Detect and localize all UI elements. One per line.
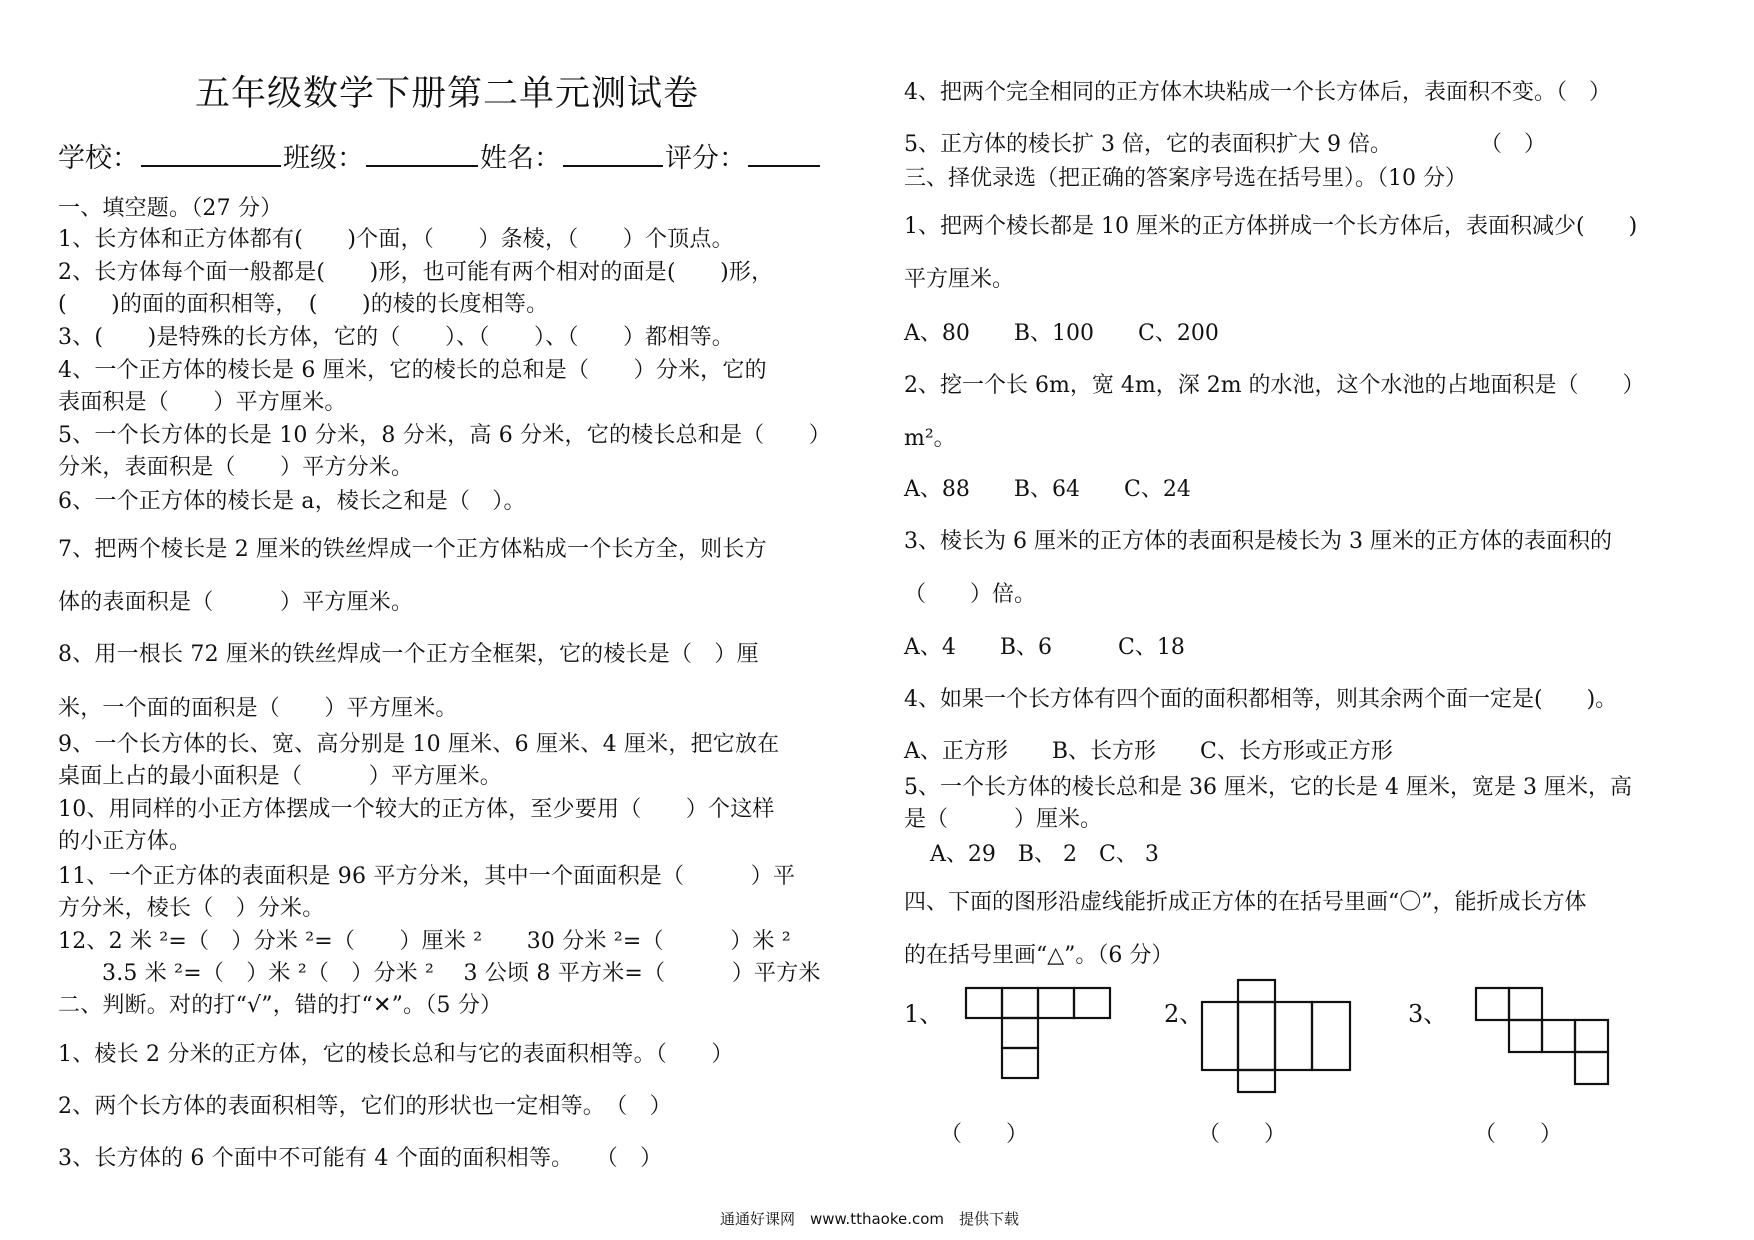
choice-q5-line1: 5、一个长方体的棱长总和是 36 厘米，它的长是 4 厘米，宽是 3 厘米，高 [904,775,1632,800]
page-title: 五年级数学下册第二单元测试卷 [195,74,700,114]
net-3-answer-paren[interactable]: （ ） [1474,1122,1563,1147]
judge-q3: 3、长方体的 6 个面中不可能有 4 个面的面积相等。 （ ） [58,1146,663,1171]
choice-q5-line2: 是（ ）厘米。 [904,807,1103,832]
fill-q4-line1: 4、一个正方体的棱长是 6 厘米，它的棱长的总和是（ ）分米，它的 [58,358,767,383]
name-blank[interactable] [563,143,663,167]
net-2-answer-paren[interactable]: （ ） [1198,1122,1287,1147]
net-1-answer-paren[interactable]: （ ） [940,1122,1029,1147]
judge-q4: 4、把两个完全相同的正方体木块粘成一个长方体后，表面积不变。（ ） [904,80,1611,105]
name-label: 姓名： [480,143,561,174]
section-3-header: 三、择优录选（把正确的答案序号选在括号里）。（10 分） [904,166,1467,191]
fill-q9-line2: 桌面上占的最小面积是（ ）平方厘米。 [58,764,503,789]
student-info-line [58,136,822,175]
fill-q4-line2: 表面积是（ ）平方厘米。 [58,390,347,415]
fill-q11-line1: 11、一个正方体的表面积是 96 平方分米，其中一个面面积是（ ）平 [58,864,796,889]
school-blank[interactable] [141,143,281,167]
class-blank[interactable] [366,143,478,167]
choice-q5-options: A、29 B、 2 C、 3 [930,842,1159,867]
net-1-label: 1、 [904,1000,944,1028]
section-2-header: 二、判断。对的打“√”，错的打“✕”。（5 分） [58,993,503,1018]
school-label: 学校： [58,143,139,174]
net-1-diagram [964,986,1124,1082]
fill-q7-line1: 7、把两个棱长是 2 厘米的铁丝焊成一个正方体粘成一个长方全，则长方 [58,537,767,562]
fill-q5-line1: 5、一个长方体的长是 10 分米，8 分米，高 6 分米，它的棱长总和是（ ） [58,423,831,448]
fill-q11-line2: 方分米，棱长（ ）分米。 [58,896,325,921]
footer-source: 通通好课网 www.tthaoke.com 提供下载 [720,1210,1020,1228]
choice-q2-line2: m²。 [904,426,956,451]
judge-q2: 2、两个长方体的表面积相等，它们的形状也一定相等。 （ ） [58,1094,672,1119]
choice-q2-line1: 2、挖一个长 6m，宽 4m，深 2m 的水池，这个水池的占地面积是（ ） [904,373,1645,398]
choice-q4-options: A、正方形 B、长方形 C、长方形或正方形 [904,739,1393,764]
fill-q12-line1: 12、2 米 ²=（ ）分米 ²=（ ）厘米 ² 30 分米 ²=（ ）米 ² [58,929,791,954]
fill-q8-line1: 8、用一根长 72 厘米的铁丝焊成一个正方全框架，它的棱长是（ ）厘 [58,642,759,667]
net-2-label: 2、 [1164,1000,1204,1028]
fill-q3: 3、( )是特殊的长方体，它的（ ）、（ ）、（ ）都相等。 [58,325,734,350]
choice-q3-options: A、4 B、6 C、18 [904,635,1185,660]
fill-q7-line2: 体的表面积是（ ）平方厘米。 [58,590,414,615]
fill-q10-line2: 的小正方体。 [58,829,192,854]
choice-q1-line2: 平方厘米。 [904,267,1015,292]
fill-q1: 1、长方体和正方体都有( )个面，（ ）条棱，（ ）个顶点。 [58,227,734,252]
fill-q5-line2: 分米，表面积是（ ）平方分米。 [58,455,414,480]
choice-q1-line1: 1、把两个棱长都是 10 厘米的正方体拼成一个长方体后，表面积减少( ) [904,214,1638,239]
fill-q2-line2: ( )的面的面积相等， ( )的棱的长度相等。 [58,292,549,317]
net-3-diagram [1474,986,1616,1090]
section-4-line1: 四、下面的图形沿虚线能折成正方体的在括号里画“〇”，能折成长方体 [904,890,1587,915]
fill-q9-line1: 9、一个长方体的长、宽、高分别是 10 厘米、6 厘米、4 厘米，把它放在 [58,732,780,757]
choice-q1-options: A、80 B、100 C、200 [904,321,1219,346]
net-3-label: 3、 [1408,1000,1448,1028]
section-4-line2: 的在括号里画“△”。（6 分） [904,943,1174,968]
choice-q4-line1: 4、如果一个长方体有四个面的面积都相等，则其余两个面一定是( )。 [904,687,1618,712]
section-1-header: 一、填空题。（27 分） [58,196,283,221]
score-label: 评分： [665,143,746,174]
score-blank[interactable] [748,143,820,167]
fill-q8-line2: 米，一个面的面积是（ ）平方厘米。 [58,696,458,721]
fill-q12-line2: 3.5 米 ²=（ ）米 ²（ ）分米 ² 3 公顷 8 平方米=（ ）平方米 [102,961,821,986]
class-label: 班级： [283,143,364,174]
fill-q6: 6、一个正方体的棱长是 a，棱长之和是（ ）。 [58,489,526,514]
choice-q3-line1: 3、棱长为 6 厘米的正方体的表面积是棱长为 3 厘米的正方体的表面积的 [904,529,1612,554]
judge-q1: 1、棱长 2 分米的正方体，它的棱长总和与它的表面积相等。（ ） [58,1042,734,1067]
choice-q3-line2: （ ）倍。 [904,582,1037,607]
net-2-diagram [1200,978,1360,1096]
judge-q5: 5、正方体的棱长扩 3 倍，它的表面积扩大 9 倍。 （ ） [904,132,1546,157]
choice-q2-options: A、88 B、64 C、24 [904,477,1191,502]
fill-q2-line1: 2、长方体每个面一般都是( )形，也可能有两个相对的面是( )形， [58,260,774,285]
fill-q10-line1: 10、用同样的小正方体摆成一个较大的正方体，至少要用（ ）个这样 [58,797,775,822]
